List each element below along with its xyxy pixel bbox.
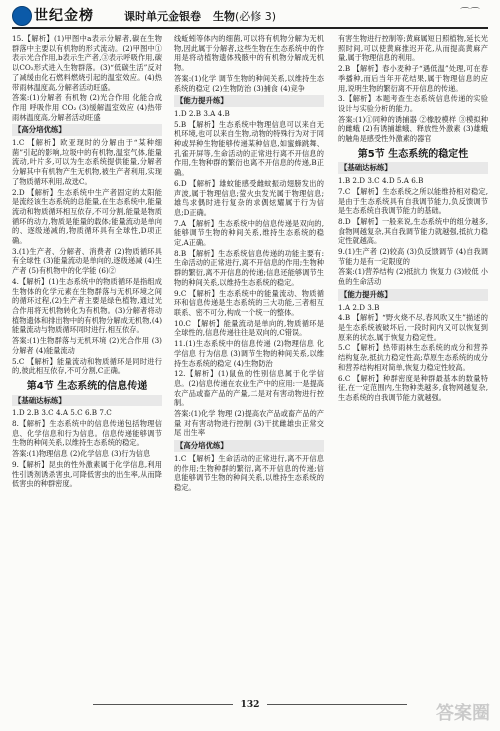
subject-title (213, 8, 276, 24)
subsection-bar: 【能力提升练】 (338, 289, 488, 301)
edition-label: (必修 3) (235, 10, 277, 23)
answer-paragraph: 1.D 2.B 3.C 4.A 5.C 6.B 7.C (12, 408, 112, 418)
answer-paragraph: 15.【解析】(1)甲图中a表示分解者,碳在生物群落中主要以有机物的形式流动。(2)甲图中①表示光合作用,b表示生产者,③表示呼吸作用,碳以CO₂形式进入生物群落。(3)“低碳生活”反对了减缓由化石燃料燃烧引起的温室效应。(4)热带雨林温度高,分解者活动旺盛。 (12, 34, 162, 92)
section-title: 第5节 生态系统的稳定性 (357, 148, 469, 160)
page-number-text: 132 (240, 700, 260, 710)
answer-paragraph: 10.C 【解析】能量流动是单向的,物质循环是全球性的,信息传递往往是双向的,C错误。 (174, 318, 324, 338)
column-2 (174, 34, 324, 684)
answer-paragraph: 4.B 【解析】“野火烧不尽,春风吹又生”描述的是生态系统被破坏后,一段时间内又可以恢复到原来的状态,属于恢复力稳定性。 (338, 313, 488, 342)
watermark: 答案圈 (436, 703, 490, 724)
birds-icon: ⌒⌒ (460, 8, 480, 19)
answer-paragraph: 11.(1)生态系统中的信息传递 (2)物理信息 化学信息 行为信息 (3)调节生物的种间关系,以维持生态系统的稳定 (4)生物防治 (174, 339, 324, 368)
answer-paragraph: 2.B 【解析】春小麦种子“遇低温”处理,可在春季播种,而后当年开花结果,属于物理信息的应用,说明生物的繁衍离不开信息的传递。 (338, 64, 488, 93)
column-1 (12, 34, 162, 684)
answer-paragraph: 3.【解析】本题考查生态系统信息传递的实验设计与实验分析的能力。 (338, 94, 488, 113)
answer-paragraph: 答案:(1)分解者 有机物 (2)光合作用 化能合成作用 呼吸作用 CO₂ (3)缓解温室效应 (4)热带雨林温度高,分解者活动旺盛 (12, 93, 162, 122)
answer-paragraph: 答案:(1)化学 物理 (2)提高农产品或畜产品的产量 对有害动物进行控制 (3)干扰雌雄虫正常交尾 出生率 (174, 409, 324, 438)
answer-paragraph: 线蚯蚓等体内的细菌,可以将有机物分解为无机物,因此属于分解者,这些生物在生态系统中的作用是将动植物遗体残骸中的有机物分解成无机物。 (174, 34, 324, 73)
answer-paragraph: 答案:(1)化学 调节生物的种间关系,以维持生态系统的稳定 (2)生物防治 (3)捕食 (4)竞争 (174, 73, 324, 93)
answer-paragraph: 有害生物进行控制等;黄麻属短日照植物,延长光照时间,可以使黄麻推迟开花,从而提高黄麻产量,属于物理信息的利用。 (338, 34, 488, 63)
answer-paragraph: 5.C 【解析】能量流动和物质循环是同时进行的,彼此相互依存,不可分割,C正确。 (12, 356, 162, 376)
column-3 (338, 34, 488, 684)
answer-paragraph: 2.D 【解析】生态系统中生产者固定的太阳能是流经该生态系统的总能量,在生态系统中,能量流动和物质循环相互依存,不可分割,能量是物质循环的动力,物质是能量的载体;能量流动是单向的、逐级递减的,物质循环具有全球性,D项正确。 (12, 187, 162, 246)
brand-name: 世纪金榜 (34, 8, 94, 24)
answer-paragraph: 8.B 【解析】生态系统信息传递的功能主要有:生命活动的正常进行,离不开信息的作用;生物种群的繁衍,离不开信息的传递;信息还能够调节生物的种间关系,以维持生态系统的稳定。 (174, 248, 324, 287)
answer-paragraph: 3.(1)生产者、分解者、消费者 (2)物质循环具有全球性 (3)能量流动是单向的,逐级递减 (4)生产者 (5)有机物中的化学能 (6)② (12, 246, 162, 276)
header (0, 0, 500, 36)
page-number (0, 700, 500, 710)
answer-paragraph: 答案:(1)营养结构 (2)抵抗力 恢复力 (3)较低 小鱼的生命活动 (338, 267, 488, 287)
answer-paragraph: 答案:(1)生物群落与无机环境 (2)光合作用 (3)分解者 (4)能量流动 (12, 336, 162, 355)
answer-paragraph: 1.C 【解析】欧亚现时的分解由于“某种细菌”引起的影响,垃圾中的有机物,温室气体,能量流动,叶片多,可以为生态系统提供能量,分解者分解其中有机物产生无机物,被生产者利用,实现了物质循环利用,故选C。 (12, 138, 162, 186)
answer-paragraph: 5.C 【解析】热带雨林生态系统的成分和营养结构复杂,抵抗力稳定性高;草原生态系统的成分和营养结构相对简单,恢复力稳定性较高。 (338, 343, 488, 372)
answer-paragraph: 8.D 【解析】一般来说,生态系统中的组分越多,食物网越复杂,其自我调节能力就越强,抵抗力稳定性就越高。 (338, 216, 488, 246)
answer-paragraph: 7.C 【解析】生态系统之所以能维持相对稳定,是由于生态系统具有自我调节能力,负反馈调节是生态系统自我调节能力的基础。 (338, 186, 488, 216)
answer-paragraph: 1.C 【解析】生命活动的正常进行,离不开信息的作用;生物种群的繁衍,离不开信息的传递;信息能够调节生物的种间关系,以维持生态系统的稳定。 (174, 453, 324, 492)
answer-paragraph: 6.D 【解析】雄蚊能感受雌蚊振动翅膀发出的声波,属于物理信息;萤火虫发光属于物理信息;雄鸟求偶时进行复杂的求偶炫耀属于行为信息;D正确。 (174, 178, 324, 217)
answer-paragraph: 5.B 【解析】生态系统中物理信息可以来自无机环境,也可以来自生物,动物的特殊行为对于同种或异种生物能够传递某种信息,如蜜蜂跳舞、孔雀开屏等,生命活动的正常进行离不开信息的作用,生物种群的繁衍也离不开信息的传递,B正确。 (174, 119, 324, 178)
subject-name: 生物 (213, 10, 235, 23)
subsection-bar: 【基础达标练】 (338, 162, 488, 174)
answer-paragraph: 9.(1)生产者 (2)较高 (3)负反馈调节 (4)自我调节能力是有一定限度的 (338, 247, 488, 266)
subsection-bar: 【高分培优练】 (12, 124, 162, 136)
subsection-bar: 【基础达标练】 (12, 395, 162, 407)
answer-paragraph: 4.【解析】(1)生态系统中的物质循环是指组成生物体的化学元素在生物群落与无机环境之间的循环过程,(2)生产者主要是绿色植物,通过光合作用将无机物转化为有机物。(3)分解者将动植物遗体和排出物中的有机物分解成无机物,(4)能量流动与物质循环同时进行,相互依存。 (12, 276, 162, 335)
answer-paragraph: 7.A 【解析】生态系统中的信息传递是双向的,能够调节生物的种间关系,维持生态系统的稳定,A正确。 (174, 218, 324, 248)
answer-paragraph: 9.C 【解析】生态系统中的能量流动、物质循环和信息传递是生态系统的三大功能,三者相互联系、密不可分,构成一个统一的整体。 (174, 288, 324, 317)
answer-paragraph: 答案:(1)①同种的诱捕器 ②橡胶模样 ③模拟种的雌蛾 (2)有诱捕雄蛾、释放性外激素 (3)雄蛾的触角是感受性外激素的器官 (338, 114, 488, 144)
answer-paragraph: 12.【解析】(1)鼠鱼的性别信息属于化学信息。(2)信息传递在农业生产中的应用:一是提高农产品或畜产品的产量,二是对有害动物进行控制。 (174, 369, 324, 408)
answer-paragraph: 1.A 2.D 3.B (338, 302, 380, 312)
series-title: 课时单元金银卷 (124, 10, 201, 23)
section-title: 第4节 生态系统的信息传递 (26, 380, 148, 392)
answer-paragraph: 1.B 2.D 3.C 4.D 5.A 6.B (338, 176, 424, 186)
header-rule (12, 27, 488, 29)
answer-paragraph: 9.【解析】昆虫的性外激素属于化学信息,利用性引诱剂诱杀害虫,可降低害虫的出生率,从而降低害虫的种群密度。 (12, 459, 162, 489)
subsection-bar: 【高分培优练】 (174, 440, 324, 452)
subsection-bar: 【能力提升练】 (174, 95, 324, 107)
brand-logo-icon (12, 6, 32, 26)
answer-paragraph: 1.D 2.B 3.A 4.B (174, 108, 230, 118)
answer-paragraph: 6.C 【解析】种群密度是种群最基本的数量特征,在一定范围内,生物种类越多,食物网越复杂,生态系统的自我调节能力就越强。 (338, 373, 488, 402)
answer-paragraph: 8.【解析】生态系统中的信息传递包括物理信息、化学信息和行为信息。信息传递能够调节生物的种间关系,以维持生态系统的稳定。 (12, 419, 162, 448)
answer-paragraph: 答案:(1)物理信息 (2)化学信息 (3)行为信息 (12, 449, 151, 459)
